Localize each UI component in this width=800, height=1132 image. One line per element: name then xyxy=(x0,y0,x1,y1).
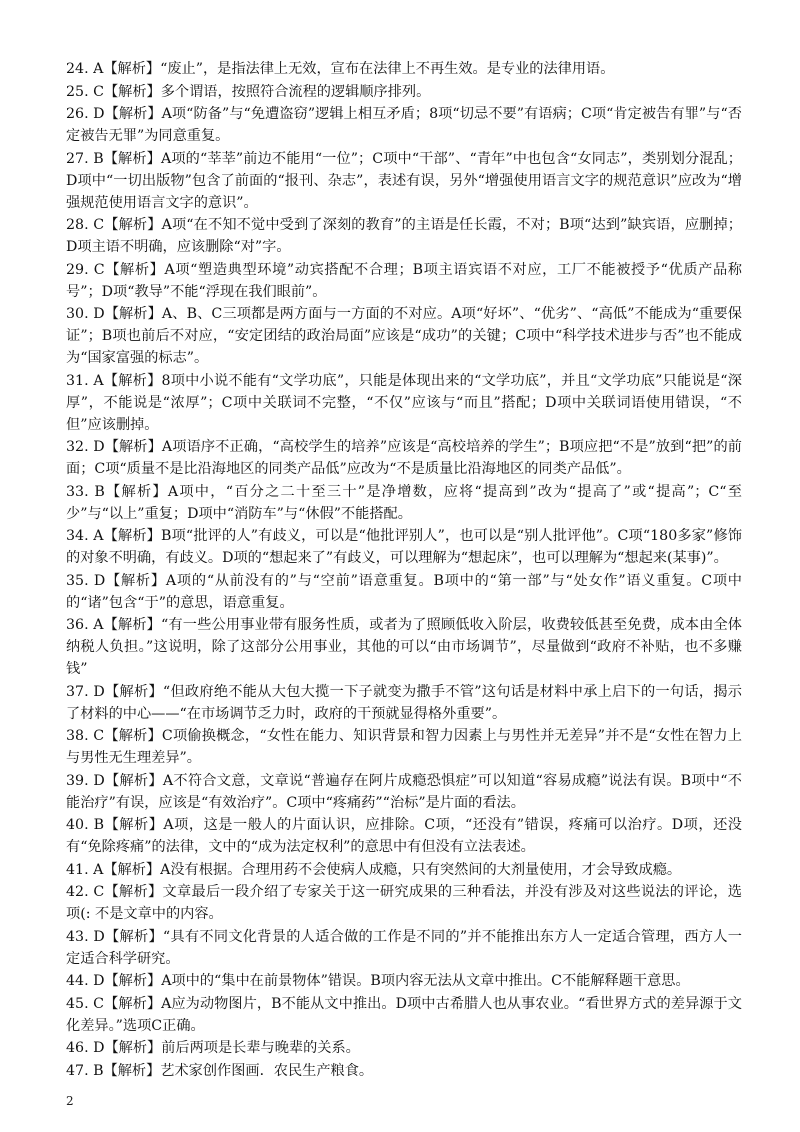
answer-entry xyxy=(66,770,742,814)
answer-entry xyxy=(66,58,742,80)
analysis-text: A项中，“百分之二十至三十”是净增数，应将“提高到”改为“提高了”或“提高”；C“至少”与“以上”重复；D项中“消防车”与“休假”不能搭配。 xyxy=(66,483,742,522)
answer-letter: D xyxy=(93,572,106,589)
answer-entry xyxy=(66,681,742,725)
analysis-tag: 【解析】 xyxy=(104,483,168,500)
analysis-tag: 【解析】 xyxy=(103,861,161,878)
answer-letter: D xyxy=(93,683,105,700)
number-dot: . xyxy=(84,150,94,167)
answer-entry xyxy=(66,370,742,436)
number-dot: . xyxy=(84,817,94,833)
answer-number: 26 xyxy=(66,106,85,122)
answer-letter: C xyxy=(93,728,105,744)
number-dot: . xyxy=(84,483,95,500)
analysis-text: “但政府绝不能从大包大揽一下子就变为撒手不管”这句话是材料中承上启下的一句话，揭示了材料的中心——“在市场调节乏力时，政府的干预就显得格外重要”。 xyxy=(66,683,742,722)
answer-letter: D xyxy=(93,439,105,455)
answer-number: 44 xyxy=(66,973,85,989)
number-dot: . xyxy=(84,372,94,389)
analysis-text: “具有不同文化背景的人适合做的工作是不同的”并不能推出东方人一定适合管理，西方人一定适合科学研究。 xyxy=(66,928,742,967)
answer-letter: C xyxy=(93,83,104,100)
answer-entry xyxy=(66,1037,742,1059)
answer-number: 29 xyxy=(66,261,85,278)
number-dot: . xyxy=(84,572,94,589)
analysis-text: A项中的“集中在前景物体”错误。B项内容无法从文章中推出。C不能解释题干意思。 xyxy=(161,973,690,989)
answer-letter: D xyxy=(93,973,105,989)
answer-letter: A xyxy=(93,861,104,878)
analysis-text: A项“防备”与“免遭盗窃”逻辑上相互矛盾；8项“切忌不要”有语病；C项“肯定被告有罪”与“否定被告无罪”为同意重复。 xyxy=(66,106,742,144)
answer-number: 39 xyxy=(66,772,85,789)
answer-letter: D xyxy=(93,928,105,945)
answer-letter: C xyxy=(93,261,105,278)
analysis-tag: 【解析】 xyxy=(105,572,166,589)
answer-entry xyxy=(66,81,742,103)
number-dot: . xyxy=(84,617,94,633)
analysis-tag: 【解析】 xyxy=(104,817,164,833)
analysis-text: A项语序不正确，“高校学生的培养”应该是“高校培养的学生”；B项应把“不是”放到“把”的前面；C项“质量不是比沿海地区的同类产品低”应改为“不是质量比沿海地区的同类产品低”。 xyxy=(66,439,742,477)
number-dot: . xyxy=(84,83,94,100)
answer-letter: D xyxy=(93,1040,105,1056)
answer-number: 35 xyxy=(66,572,85,589)
analysis-text: “有一些公用事业带有服务性质，或者为了照顾低收入阶层，收费较低甚至免费，成本由全体纳税人负担。”这说明，除了这部分公用事业，其他的可以“由市场调节”，尽量做到“政府不补贴，也不多赚钱” xyxy=(66,617,742,677)
analysis-tag: 【解析】 xyxy=(104,772,163,789)
analysis-tag: 【解析】 xyxy=(104,683,163,700)
answer-letter: C xyxy=(93,995,105,1012)
answer-letter: D xyxy=(93,106,105,122)
answer-entry xyxy=(66,525,742,569)
analysis-text: 艺术家创作图画．农民生产粮食。 xyxy=(160,1062,374,1079)
answer-number: 46 xyxy=(66,1040,85,1056)
answer-number: 31 xyxy=(66,372,85,389)
analysis-text: A项“塑造典型环境”动宾搭配不合理；B项主语宾语不对应，工厂不能被授予“优质产品称号”；D项“教导”不能“浮现在我们眼前”。 xyxy=(66,261,742,300)
answer-entry xyxy=(66,926,742,970)
analysis-text: 文章最后一段介绍了专家关于这一研究成果的三种看法，并没有涉及对这些说法的评论，选项(: 不是文章中的内容。 xyxy=(66,884,742,922)
answer-number: 24 xyxy=(66,61,85,77)
answer-entry xyxy=(66,725,742,769)
answer-letter: A xyxy=(93,528,104,544)
answer-entry xyxy=(66,814,742,858)
analysis-tag: 【解析】 xyxy=(103,1062,161,1079)
answer-letter: D xyxy=(93,306,105,322)
analysis-text: A项的“莘莘”前边不能用“一位”；C项中“干部”、“青年”中也包含“女同志”，类别划分混乱；D项中“一切出版物”包含了前面的“报刊、杂志”，表述有误，另外“增强使用语言文字的规范意识”应改为“增强规范使用语言文字的意识”。 xyxy=(66,150,742,211)
number-dot: . xyxy=(84,1040,94,1056)
analysis-tag: 【解析】 xyxy=(104,306,162,322)
answer-number: 43 xyxy=(66,928,85,945)
number-dot: . xyxy=(84,772,94,789)
number-dot: . xyxy=(84,884,94,900)
answer-number: 33 xyxy=(66,483,85,500)
answer-entry xyxy=(66,881,742,925)
answer-entry xyxy=(66,859,742,881)
number-dot: . xyxy=(84,995,94,1012)
answer-entry xyxy=(66,614,742,680)
answer-letter: B xyxy=(94,483,105,500)
number-dot: . xyxy=(84,928,94,945)
analysis-text: “废止”，是指法律上无效，宣布在法律上不再生效。是专业的法律用语。 xyxy=(160,61,615,77)
analysis-tag: 【解析】 xyxy=(103,150,161,167)
analysis-tag: 【解析】 xyxy=(103,528,162,544)
number-dot: . xyxy=(84,306,94,322)
analysis-text: A不符合文意，文章说“普遍存在阿片成瘾恐惧症”可以知道“容易成瘾”说法有误。B项中“不能治疗”有误，应该是“有效治疗”。C项中“疼痛药”“治标”是片面的看法。 xyxy=(66,772,742,811)
analysis-tag: 【解析】 xyxy=(104,973,162,989)
answer-entry xyxy=(66,214,742,258)
answer-number: 32 xyxy=(66,439,85,455)
analysis-text: A项“在不知不觉中受到了深刻的教育”的主语是任长霞，不对；B项“达到”缺宾语，应删掉；D项主语不明确，应该删除“对”字。 xyxy=(66,217,742,255)
analysis-tag: 【解析】 xyxy=(104,106,162,122)
analysis-tag: 【解析】 xyxy=(103,617,162,633)
number-dot: . xyxy=(84,861,94,878)
answer-key-page xyxy=(66,58,742,1082)
analysis-tag: 【解析】 xyxy=(104,928,163,945)
answer-number: 42 xyxy=(66,884,85,900)
analysis-tag: 【解析】 xyxy=(103,372,162,389)
number-dot: . xyxy=(84,261,94,278)
answer-letter: B xyxy=(93,1062,104,1079)
answer-number: 30 xyxy=(66,306,85,322)
answer-letter: C xyxy=(93,884,105,900)
analysis-tag: 【解析】 xyxy=(104,439,162,455)
analysis-text: C项偷换概念，“女性在能力、知识背景和智力因素上与男性并无差异”并不是“女性在智力上与男性无生理差异”。 xyxy=(66,728,742,766)
number-dot: . xyxy=(84,973,94,989)
answer-letter: D xyxy=(93,772,105,789)
analysis-text: A应为动物图片，B不能从文中推出。D项中古希腊人也从事农业。“看世界方式的差异源于文化差异。”选项C正确。 xyxy=(66,995,742,1034)
answer-entry xyxy=(66,1060,742,1082)
page-number: 2 xyxy=(66,1094,74,1108)
answer-entry xyxy=(66,570,742,614)
answer-number: 36 xyxy=(66,617,85,633)
answer-number: 27 xyxy=(66,150,85,167)
analysis-tag: 【解析】 xyxy=(104,1040,162,1056)
analysis-tag: 【解析】 xyxy=(104,884,163,900)
answer-number: 25 xyxy=(66,83,85,100)
answer-letter: B xyxy=(93,150,104,167)
number-dot: . xyxy=(84,106,94,122)
analysis-tag: 【解析】 xyxy=(104,728,162,744)
number-dot: . xyxy=(84,683,94,700)
number-dot: . xyxy=(84,439,94,455)
answer-number: 28 xyxy=(66,217,85,233)
answer-number: 40 xyxy=(66,817,85,833)
analysis-text: 8项中小说不能有“文学功底”，只能是体现出来的“文学功底”，并且“文学功底”只能说是“深厚”，不能说是“浓厚”；C项中关联词不完整，“不仅”应该与“而且”搭配；D项中关联词语使用错误，“不但”应该删掉。 xyxy=(66,372,742,433)
answer-entry xyxy=(66,436,742,480)
analysis-text: A项的“从前没有的”与“空前”语意重复。B项中的“第一部”与“处女作”语义重复。C项中的“诸”包含“于”的意思，语意重复。 xyxy=(66,572,742,611)
number-dot: . xyxy=(84,217,94,233)
number-dot: . xyxy=(84,1062,94,1079)
answer-number: 38 xyxy=(66,728,85,744)
analysis-tag: 【解析】 xyxy=(104,261,165,278)
answer-number: 47 xyxy=(66,1062,85,1079)
analysis-text: B项“批评的人”有歧义，可以是“他批评别人”，也可以是“别人批评他”。C项“180多家”修饰的对象不明确，有歧义。D项的“想起来了”有歧义，可以理解为“想起床”，也可以理解为“想起来(某事)”。 xyxy=(66,528,742,566)
answer-entry xyxy=(66,103,742,147)
number-dot: . xyxy=(84,528,94,544)
answer-entry xyxy=(66,303,742,369)
analysis-text: A没有根据。合理用药不会使病人成瘾，只有突然间的大剂量使用，才会导致成瘾。 xyxy=(160,861,682,878)
answer-entry xyxy=(66,259,742,303)
analysis-tag: 【解析】 xyxy=(103,83,161,100)
analysis-tag: 【解析】 xyxy=(104,217,162,233)
analysis-text: 前后两项是长辈与晚辈的关系。 xyxy=(161,1040,360,1056)
analysis-tag: 【解析】 xyxy=(103,61,161,77)
analysis-text: 多个谓语，按照符合流程的逻辑顺序排列。 xyxy=(160,83,431,100)
analysis-tag: 【解析】 xyxy=(104,995,162,1012)
answer-number: 41 xyxy=(66,861,85,878)
answer-letter: A xyxy=(93,372,104,389)
analysis-text: A项，这是一般人的片面认识，应排除。C项，“还没有”错误，疼痛可以治疗。D项，还没有“免除疼痛”的法律，文中的“成为法定权利”的意思中有但没有立法表述。 xyxy=(66,817,742,855)
answer-number: 37 xyxy=(66,683,85,700)
answer-number: 34 xyxy=(66,528,85,544)
answer-entry xyxy=(66,148,742,214)
answer-letter: B xyxy=(93,817,105,833)
answer-entry xyxy=(66,481,742,525)
number-dot: . xyxy=(84,728,94,744)
answer-letter: A xyxy=(93,617,104,633)
answer-entry xyxy=(66,970,742,992)
answer-letter: A xyxy=(93,61,104,77)
answer-letter: C xyxy=(93,217,105,233)
answer-entry xyxy=(66,993,742,1037)
number-dot: . xyxy=(84,61,94,77)
analysis-text: A、B、C三项都是两方面与一方面的不对应。A项“好坏”、“优劣”、“高低”不能成为“重要保证”；B项也前后不对应，“安定团结的政治局面”应该是“成功”的关键；C项中“科学技术进步与否”也不能成为“国家富强的标志”。 xyxy=(66,306,742,366)
answer-number: 45 xyxy=(66,995,85,1012)
answer-list xyxy=(66,58,742,1082)
